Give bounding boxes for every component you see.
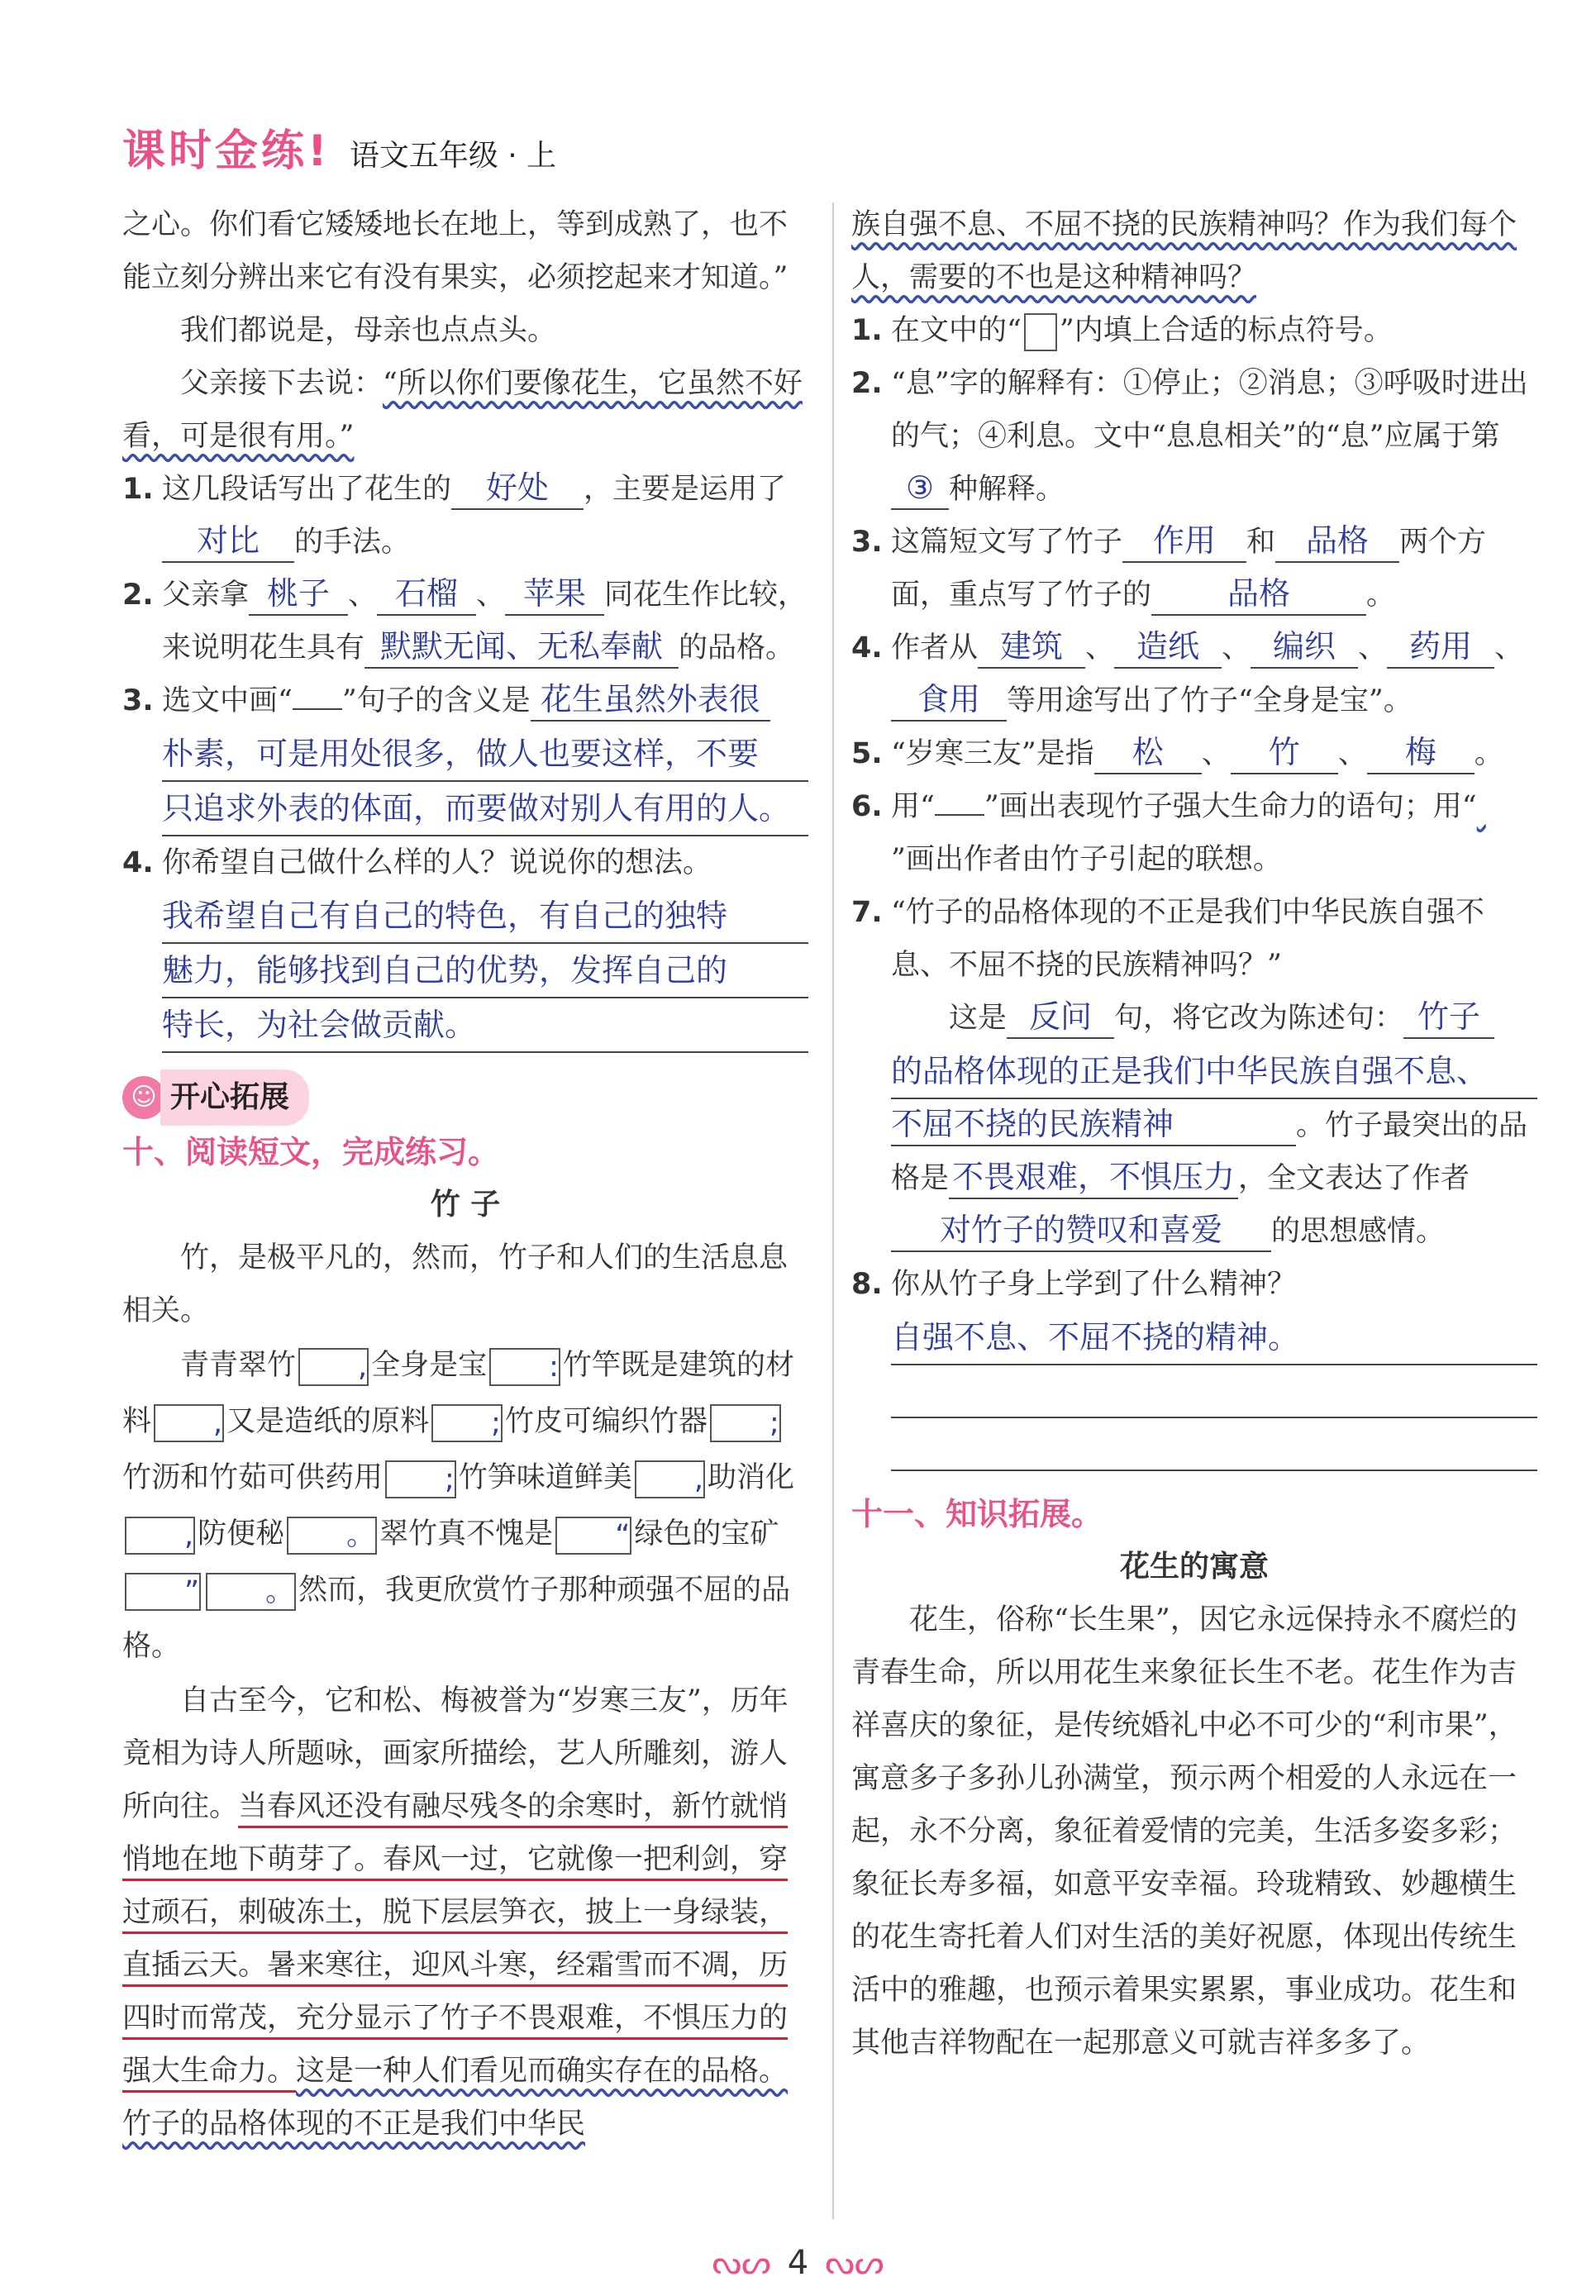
question-text: 你从竹子身上学到了什么精神？ bbox=[891, 1268, 1297, 1301]
underline-sample bbox=[293, 708, 342, 710]
question-text: 这是 bbox=[949, 1002, 1008, 1035]
answer-blank[interactable]: 造纸 bbox=[1114, 626, 1222, 669]
article-text: 防便秘 bbox=[198, 1517, 285, 1551]
left-column bbox=[122, 198, 808, 2151]
answer-blank[interactable]: 药用 bbox=[1387, 626, 1494, 669]
article-text: 助消化 bbox=[707, 1461, 794, 1494]
question-number: 8. bbox=[851, 1268, 883, 1301]
question-text: ”画出表现竹子强大生命力的语句；用“ bbox=[984, 790, 1477, 823]
punct-box[interactable]: , bbox=[635, 1460, 705, 1498]
question-text: 。 bbox=[1474, 737, 1503, 770]
question-r5 bbox=[851, 727, 1537, 780]
question-text: 作者从 bbox=[891, 631, 979, 665]
question-1 bbox=[122, 463, 808, 569]
answer-line[interactable]: 特长，为社会做贡献。 bbox=[162, 998, 808, 1053]
question-text: ”句子的含义是 bbox=[341, 684, 531, 717]
underline-sample bbox=[935, 814, 984, 816]
answer-blank[interactable]: 石榴 bbox=[377, 573, 476, 616]
question-number: 1. bbox=[851, 314, 883, 347]
wavy-sample bbox=[1477, 780, 1527, 833]
article-text: 翠竹真不愧是 bbox=[379, 1517, 554, 1551]
question-text: 这几段话写出了花生的 bbox=[162, 473, 452, 506]
article-text: 绿色的宝矿 bbox=[634, 1517, 779, 1551]
passage-line: 我们都说是，母亲也点点头。 bbox=[180, 314, 557, 347]
left-ornament-icon: ᔓᔕ bbox=[712, 2244, 771, 2282]
question-text: 和 bbox=[1246, 526, 1276, 559]
question-3 bbox=[122, 674, 808, 836]
article-text: 又是造纸的原料 bbox=[226, 1405, 430, 1438]
punct-box[interactable]: : bbox=[489, 1348, 560, 1386]
question-text: 的手法。 bbox=[294, 526, 411, 559]
answer-blank[interactable]: 编织 bbox=[1251, 626, 1358, 669]
question-text: 这篇短文写了竹子 bbox=[891, 526, 1123, 559]
grade-label: 语文五年级 · 上 bbox=[349, 139, 557, 173]
separator: 、 bbox=[476, 579, 506, 612]
punct-box[interactable]: , bbox=[298, 1348, 369, 1386]
section-heading: 十、阅读短文，完成练习。 bbox=[122, 1134, 500, 1170]
wavy-underlined-sentence: 这是一种人们看见而确实存在的品格。竹子的品格体现的不正是我们中华民 bbox=[122, 2055, 788, 2141]
question-number: 6. bbox=[851, 790, 883, 823]
article-text: 然而，我更欣赏竹子那种顽强不屈的品格。 bbox=[122, 1574, 791, 1663]
question-text: 。 bbox=[759, 790, 791, 826]
punct-box[interactable]: 。 bbox=[287, 1517, 377, 1555]
answer-blank[interactable]: 竹 bbox=[1231, 731, 1338, 774]
question-text: 你希望自己做什么样的人？说说你的想法。 bbox=[162, 846, 712, 879]
question-r3 bbox=[851, 516, 1537, 622]
question-text: 选文中画“ bbox=[162, 684, 293, 717]
punct-box[interactable]: , bbox=[125, 1517, 195, 1555]
question-r7 bbox=[851, 886, 1537, 1258]
answer-line[interactable]: 朴素，可是用处很多，做人也要这样，不要 bbox=[162, 727, 808, 782]
right-ornament-icon: ᔓᔕ bbox=[825, 2244, 884, 2282]
punct-box[interactable]: 。 bbox=[206, 1573, 296, 1611]
answer-line[interactable]: 的品格体现的正是我们中华民族自强不息、 bbox=[891, 1045, 1537, 1099]
article-text: 竹沥和竹茹可供药用 bbox=[122, 1461, 384, 1494]
page-number: 4 bbox=[787, 2244, 809, 2282]
question-text: “岁寒三友”是指 bbox=[891, 737, 1094, 770]
answer-text: 只追求外表的体面，而要做对别人有用的人 bbox=[162, 790, 760, 826]
question-text: 用“ bbox=[891, 790, 935, 823]
page-header bbox=[122, 116, 556, 182]
question-text: “息”字的解释有：①停止；②消息；③呼吸时进出的气；④利息。文中“息息相关”的“息”应属于第 bbox=[891, 367, 1528, 453]
question-number: 4. bbox=[122, 846, 154, 879]
separator: 、 bbox=[1222, 631, 1251, 665]
answer-blank[interactable]: 对竹子的赞叹和喜爱 bbox=[891, 1209, 1271, 1252]
question-number: 3. bbox=[122, 684, 154, 717]
answer-line[interactable] bbox=[891, 1365, 1537, 1418]
answer-blank[interactable]: 食用 bbox=[891, 679, 1007, 722]
section-heading: 十一、知识拓展。 bbox=[851, 1496, 1103, 1532]
punct-box[interactable]: ; bbox=[431, 1404, 503, 1442]
question-number: 4. bbox=[851, 631, 883, 665]
brand-title: 课时金练 bbox=[122, 126, 308, 176]
question-text: 的思想感情。 bbox=[1271, 1215, 1446, 1248]
answer-line[interactable] bbox=[891, 1418, 1537, 1471]
banner-label: 开心拓展 bbox=[160, 1069, 309, 1126]
article-text: 竹笋味道鲜美 bbox=[458, 1461, 632, 1494]
question-text: ”内填上合适的标点符号。 bbox=[1059, 314, 1393, 347]
question-text: 等用途写出了竹子“全身是宝”。 bbox=[1007, 684, 1413, 717]
answer-blank[interactable]: 花生虽然外表很 bbox=[531, 679, 770, 722]
section-banner bbox=[122, 1069, 808, 1126]
question-text: 。竹子最突出的品格是 bbox=[891, 1109, 1528, 1195]
question-r4 bbox=[851, 622, 1537, 727]
separator: 、 bbox=[1085, 631, 1115, 665]
question-r1 bbox=[851, 304, 1537, 357]
article-paragraph bbox=[122, 1337, 808, 1674]
question-text: 两个方面，重点写了竹子的 bbox=[891, 526, 1487, 612]
question-text: 。 bbox=[1366, 579, 1396, 612]
passage-text: 父亲接下去说： bbox=[180, 367, 384, 400]
answer-line[interactable]: 魅力，能够找到自己的优势，发挥自己的 bbox=[162, 944, 808, 998]
article-paragraph: 竹，是极平凡的，然而，竹子和人们的生活息息相关。 bbox=[122, 1241, 788, 1327]
question-4 bbox=[122, 836, 808, 1053]
question-text: 父亲拿 bbox=[162, 579, 250, 612]
article-text: 竹竿既是建筑的材料 bbox=[122, 1349, 794, 1438]
question-text: ”画出作者由竹子引起的联想。 bbox=[891, 843, 1282, 876]
box-sample bbox=[1024, 313, 1057, 351]
punct-box[interactable]: ; bbox=[385, 1460, 456, 1498]
answer-blank[interactable]: 好处 bbox=[451, 467, 584, 510]
question-text: 在文中的“ bbox=[891, 314, 1022, 347]
article-text: 全身是宝 bbox=[371, 1349, 488, 1382]
article-text: 青青翠竹 bbox=[180, 1349, 297, 1382]
separator: 、 bbox=[1494, 631, 1524, 665]
article-title: 花生的寓意 bbox=[1119, 1550, 1269, 1584]
punct-box[interactable]: , bbox=[154, 1404, 224, 1442]
column-divider bbox=[832, 202, 834, 2219]
question-r8 bbox=[851, 1258, 1537, 1471]
question-r2 bbox=[851, 357, 1537, 516]
question-number: 7. bbox=[851, 896, 883, 929]
right-column bbox=[851, 198, 1537, 2070]
punct-box[interactable]: ” bbox=[125, 1573, 201, 1611]
answer-blank[interactable]: 建筑 bbox=[978, 626, 1085, 669]
answer-blank[interactable]: 默默无闻、无私奉献 bbox=[364, 626, 679, 669]
question-2 bbox=[122, 569, 808, 674]
answer-blank[interactable]: 品格 bbox=[1151, 573, 1366, 616]
answer-blank[interactable]: ③ bbox=[891, 467, 949, 510]
punct-box[interactable]: “ bbox=[555, 1517, 631, 1555]
punct-box[interactable]: ; bbox=[710, 1404, 781, 1442]
answer-line[interactable] bbox=[162, 782, 808, 836]
underlined-sentence: “所以你们要像花生，它虽然不好看，可是很有用。” bbox=[122, 367, 803, 453]
question-text: ，主要是运用了 bbox=[584, 473, 787, 506]
knowledge-paragraph: 花生，俗称“长生果”，因它永远保持永不腐烂的青春生命，所以用花生来象征长生不老。花生作为吉祥喜庆的象征，是传统婚礼中必不可少的“利市果”，寓意多子多孙儿孙满堂，预示两个相爱的人永远在一起，永不分离，象征着爱情的完美，生活多姿多彩；象征长寿多福，如意平安幸福。玲珑精致、妙趣横生的花生寄托着人们对生活的美好祝愿，体现出传统生活中的雅趣，也预示着果实累累，事业成功。花生和其他吉祥物配在一起那意义可就吉祥多多了。 bbox=[851, 1603, 1517, 2060]
question-text: 种解释。 bbox=[949, 473, 1065, 506]
brand-mark: ! bbox=[307, 126, 331, 176]
question-number: 2. bbox=[122, 579, 154, 612]
question-text: 句，将它改为陈述句： bbox=[1114, 1002, 1404, 1035]
answer-blank[interactable]: 作用 bbox=[1122, 520, 1246, 563]
article-title: 竹 子 bbox=[430, 1188, 501, 1222]
passage-tail: 之心。你们看它矮矮地长在地上，等到成熟了，也不能立刻分辨出来它有没有果实，必须挖起来才知道。” bbox=[122, 208, 788, 294]
question-number: 3. bbox=[851, 526, 883, 559]
separator: 、 bbox=[1358, 631, 1388, 665]
passage-line bbox=[122, 357, 808, 463]
question-text: ，全文表达了作者 bbox=[1238, 1162, 1470, 1195]
answer-blank[interactable]: 梅 bbox=[1367, 731, 1475, 774]
answer-blank[interactable]: 竹子 bbox=[1403, 996, 1494, 1039]
answer-blank[interactable]: 不畏艰难，不惧压力 bbox=[949, 1156, 1238, 1199]
page-footer bbox=[0, 2244, 1596, 2282]
red-underlined-sentence: 当春风还没有融尽残冬的余寒时，新竹就悄悄地在地下萌芽了。春风一过，它就像一把利剑，穿过顽石，刺破冻土，脱下层层笋衣，披上一身绿装，直插云天。暑来寒往，迎风斗寒，经霜雪而不凋，历四时而常茂，充分显示了竹子不畏艰难，不惧压力的强大生命力。 bbox=[122, 1790, 788, 2088]
answer-blank[interactable]: 品格 bbox=[1275, 520, 1399, 563]
question-number: 1. bbox=[122, 473, 154, 506]
article-continuation: 族自强不息、不屈不挠的民族精神吗？作为我们每个人，需要的不也是这种精神吗？ bbox=[851, 208, 1517, 294]
smile-icon: ☺ bbox=[122, 1076, 165, 1119]
article-text: 竹皮可编织竹器 bbox=[504, 1405, 707, 1438]
question-text: 的品格。 bbox=[679, 631, 795, 665]
question-number: 2. bbox=[851, 367, 883, 400]
answer-blank[interactable]: 反问 bbox=[1007, 996, 1114, 1039]
separator: 、 bbox=[348, 579, 378, 612]
question-r6 bbox=[851, 780, 1537, 886]
answer-blank[interactable]: 苹果 bbox=[505, 573, 604, 616]
separator: 、 bbox=[1337, 737, 1367, 770]
answer-blank[interactable]: 桃子 bbox=[249, 573, 348, 616]
question-text: “竹子的品格体现的不正是我们中华民族自强不息、不屈不挠的民族精神吗？” bbox=[891, 896, 1484, 982]
answer-line[interactable]: 自强不息、不屈不挠的精神。 bbox=[891, 1311, 1537, 1365]
question-number: 5. bbox=[851, 737, 883, 770]
separator: 、 bbox=[1201, 737, 1231, 770]
answer-blank[interactable]: 对比 bbox=[162, 520, 294, 563]
article-text: 自古至今，它和松、梅被誉为“岁寒三友”，历年竟相为诗人所题咏，画家所描绘，艺人所雕刻，游人所向往。 bbox=[122, 1684, 788, 1823]
answer-blank[interactable]: 松 bbox=[1094, 731, 1202, 774]
article-paragraph bbox=[122, 1674, 808, 2151]
answer-line[interactable]: 我希望自己有自己的特色，有自己的独特 bbox=[162, 889, 808, 944]
question-text: 同花生作比较，来说明花生具有 bbox=[162, 579, 808, 665]
answer-blank[interactable]: 不屈不挠的民族精神 bbox=[891, 1103, 1296, 1146]
